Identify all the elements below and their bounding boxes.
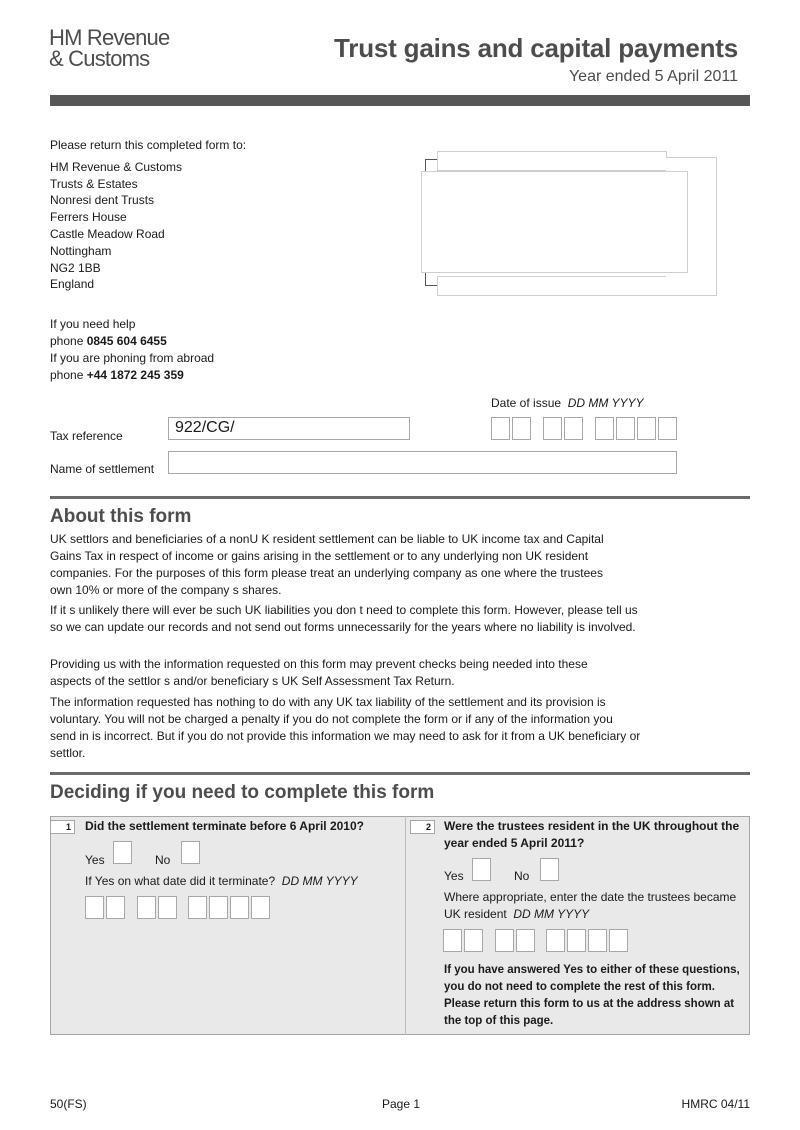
return-address: [50, 137, 246, 293]
q1-followup-text: If Yes on what date did it terminate?: [85, 874, 276, 888]
q1-followup: [85, 873, 358, 890]
q2-day-box-2[interactable]: [464, 929, 483, 952]
address-line: Castle Meadow Road: [50, 226, 165, 241]
date-month-box-2[interactable]: [564, 417, 583, 440]
q1-no-label: No: [155, 853, 171, 867]
page-subtitle: Year ended 5 April 2011: [568, 68, 738, 85]
question-1-text: Did the settlement terminate before 6 April 2010?: [85, 819, 364, 833]
q2-date-format-hint: DD MM YYYY: [513, 907, 590, 921]
q1-date-format-hint: DD MM YYYY: [281, 874, 358, 888]
name-of-settlement-label: Name of settlement: [50, 462, 155, 476]
date-day-box-2[interactable]: [512, 417, 531, 440]
about-heading: About this form: [50, 506, 192, 527]
section-rule: [50, 772, 750, 775]
date-day-box-1[interactable]: [491, 417, 510, 440]
window-main: [421, 171, 688, 273]
q2-month-box-1[interactable]: [495, 929, 514, 952]
about-paragraph-1: UK settlors and beneficiaries of a nonU K resident settlement can be liable to UK income tax and Capital Gains Tax in respect of income or gains arising in the settlement or to any underlying non UK resident companies. For the purposes of this form please treat an underlying company as one where the trustees own 10% or more of the company s shares.: [50, 532, 604, 597]
address-line: HM Revenue & Customs: [50, 159, 183, 174]
q2-note: [444, 962, 740, 1030]
footer-version: HMRC 04/11: [681, 1097, 750, 1111]
footer-page-number: Page 1: [382, 1097, 421, 1111]
address-line: England: [50, 277, 95, 292]
help-contact: [50, 316, 214, 384]
panel-divider: [405, 816, 406, 1035]
q2-note-line: you do not need to complete the rest of this form.: [444, 981, 715, 993]
date-of-issue-label: [491, 396, 644, 410]
phone-prefix: phone: [50, 368, 87, 382]
address-line: Nonresi dent Trusts: [50, 193, 155, 208]
q2-followup: [444, 889, 736, 923]
phone-prefix: phone: [50, 334, 87, 348]
date-year-box-4[interactable]: [658, 417, 677, 440]
question-2-line-2: year ended 5 April 2011?: [444, 836, 585, 850]
q1-year-box-4[interactable]: [251, 896, 270, 919]
about-paragraph-3: Providing us with the information requested on this form may prevent checks being needed into these aspects of the settlor s and/or beneficiary s UK Self Assessment Tax Return.: [50, 657, 588, 688]
q2-year-box-4[interactable]: [609, 929, 628, 952]
q1-year-box-2[interactable]: [209, 896, 228, 919]
help-abroad-line: If you are phoning from abroad: [50, 351, 215, 365]
date-year-box-3[interactable]: [637, 417, 656, 440]
help-line: If you need help: [50, 317, 136, 331]
q2-no-label: No: [514, 869, 530, 883]
q1-date-field: [85, 896, 275, 920]
q2-day-box-1[interactable]: [443, 929, 462, 952]
q1-month-box-1[interactable]: [137, 896, 156, 919]
about-paragraph-2: If it s unlikely there will ever be such UK liabilities you don t need to complete this form. However, please tell us so we can update our records and not send out forms unnecessarily for the years where no liability is involved.: [50, 603, 638, 634]
name-of-settlement-input[interactable]: [168, 451, 677, 474]
tax-reference-label: Tax reference: [50, 429, 123, 443]
section-rule: [50, 496, 750, 499]
q2-year-box-1[interactable]: [546, 929, 565, 952]
deciding-heading: Deciding if you need to complete this form: [50, 782, 435, 803]
question-1-number: 1: [50, 820, 75, 834]
address-line: Nottingham: [50, 243, 112, 258]
q2-followup-text: UK resident: [444, 907, 507, 921]
tax-reference-input[interactable]: 922/CG/: [168, 417, 410, 440]
logo-line-2: & Customs: [49, 46, 150, 71]
q1-no-checkbox[interactable]: [181, 841, 200, 864]
q2-year-box-3[interactable]: [588, 929, 607, 952]
page-title: Trust gains and capital payments: [334, 33, 738, 63]
q2-note-line: the top of this page.: [444, 1015, 554, 1027]
window-top-strip: [437, 151, 667, 171]
q2-month-box-2[interactable]: [516, 929, 535, 952]
q2-date-field: [443, 929, 633, 953]
q2-followup-line-1: Where appropriate, enter the date the trustees became: [444, 890, 737, 904]
q1-month-box-2[interactable]: [158, 896, 177, 919]
question-2-text: [444, 818, 739, 852]
q2-note-line: If you have answered Yes to either of these questions,: [444, 964, 740, 976]
date-month-box-1[interactable]: [543, 417, 562, 440]
date-of-issue-text: Date of issue: [491, 396, 562, 410]
q2-followup-line-2: [444, 906, 736, 923]
date-year-box-2[interactable]: [616, 417, 635, 440]
logo-line-1: HM Revenue: [49, 25, 170, 50]
address-line: NG2 1BB: [50, 260, 101, 275]
hmrc-logo: [49, 27, 169, 69]
header-rule: [50, 95, 750, 106]
q2-note-line: Please return this form to us at the address shown at: [444, 998, 735, 1010]
question-2-number: 2: [410, 820, 435, 834]
q1-day-box-2[interactable]: [106, 896, 125, 919]
q2-no-checkbox[interactable]: [540, 858, 559, 881]
address-window: [420, 150, 720, 298]
return-intro: Please return this completed form to:: [50, 138, 247, 152]
q2-year-box-2[interactable]: [567, 929, 586, 952]
about-paragraph-4: The information requested has nothing to do with any UK tax liability of the settlement and its provision is voluntary. You will not be charged a penalty if you do not complete the form or if any of the information you send in is incorrect. But if you do not provide this information we may need to ask for it from a UK beneficiary or settlor.: [50, 695, 641, 760]
date-year-box-1[interactable]: [595, 417, 614, 440]
q2-yes-label: Yes: [444, 869, 464, 883]
q1-year-box-1[interactable]: [188, 896, 207, 919]
date-of-issue-field: [491, 417, 681, 441]
phone-uk-number: 0845 604 6455: [86, 334, 167, 348]
q1-year-box-3[interactable]: [230, 896, 249, 919]
phone-abroad-number: +44 1872 245 359: [86, 368, 184, 382]
window-bottom-strip: [437, 276, 666, 296]
help-phone-abroad: [50, 367, 214, 384]
help-phone-uk: [50, 333, 214, 350]
date-format-hint: DD MM YYYY: [567, 396, 644, 410]
q1-yes-label: Yes: [85, 853, 105, 867]
q2-yes-checkbox[interactable]: [472, 858, 491, 881]
q1-day-box-1[interactable]: [85, 896, 104, 919]
address-line: Ferrers House: [50, 210, 127, 225]
address-line: Trusts & Estates: [50, 176, 138, 191]
footer-form-code: 50(FS): [50, 1097, 87, 1111]
question-2-line-1: Were the trustees resident in the UK throughout the: [444, 819, 740, 833]
q1-yes-checkbox[interactable]: [113, 841, 132, 864]
